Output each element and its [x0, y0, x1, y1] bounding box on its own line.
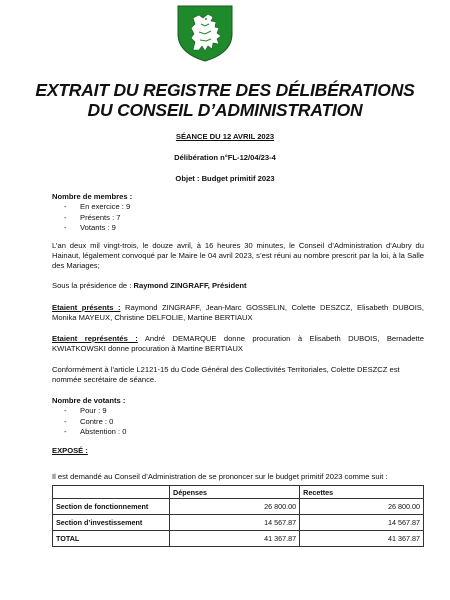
- representes-text: André DEMARQUE donne procuration à Elisabeth DUBOIS, Bernadette KWIATKOWSKI donne procuration à Martine BERTIAUX: [52, 334, 424, 353]
- coat-of-arms-shield-icon: [175, 4, 235, 62]
- presents-paragraph: [52, 303, 424, 323]
- table-header-row: [53, 486, 424, 499]
- votants-list: [64, 406, 126, 438]
- intro-paragraph: L’an deux mil vingt-trois, le douze avril, à 16 heures 30 minutes, le Conseil d’Administration d’Aubry du Hainaut, légalement convoqué par le Maire le 04 avril 2023, s’est réuni au nombre prescrit par la loi, à la Salle des Mariages;: [52, 241, 424, 270]
- table-header-recettes: Recettes: [300, 486, 424, 499]
- membres-list: [64, 202, 130, 234]
- row-label: TOTAL: [53, 531, 170, 547]
- budget-table: [52, 485, 424, 547]
- conformement-paragraph: Conformément à l’article L2121-15 du Code Général des Collectivités Territoriales, Colette DESZCZ est nommée secrétaire de séance.: [52, 365, 400, 384]
- table-row: [53, 531, 424, 547]
- membres-heading: Nombre de membres :: [52, 192, 133, 201]
- list-item: - En exercice : 9: [64, 202, 130, 213]
- list-item: - Pour : 9: [64, 406, 126, 417]
- expose-heading: EXPOSÉ :: [52, 446, 88, 455]
- table-header-depenses: Dépenses: [170, 486, 300, 499]
- representes-label: Etaient représentés :: [52, 334, 138, 343]
- objet-line: Objet : Budget primitif 2023: [175, 174, 275, 183]
- cell-recettes: 41 367.87: [300, 531, 424, 547]
- document-title-line1: EXTRAIT DU REGISTRE DES DÉLIBÉRATIONS: [35, 80, 415, 100]
- cell-recettes: 26 800.00: [300, 499, 424, 515]
- table-row: [53, 499, 424, 515]
- votants-heading: Nombre de votants :: [52, 396, 126, 405]
- list-item: - Votants : 9: [64, 223, 130, 234]
- row-label: Section de fonctionnement: [53, 499, 170, 515]
- representes-paragraph: [52, 334, 424, 354]
- cell-depenses: 26 800.00: [170, 499, 300, 515]
- list-item: - Contre : 0: [64, 417, 126, 428]
- deliberation-number: Délibération n°FL-12/04/23-4: [174, 153, 276, 162]
- cell-depenses: 14 567.87: [170, 515, 300, 531]
- list-item: - Présents : 7: [64, 213, 130, 224]
- cell-recettes: 14 567.87: [300, 515, 424, 531]
- president-name: Raymond ZINGRAFF, Président: [133, 281, 247, 290]
- document-title-line2: DU CONSEIL D’ADMINISTRATION: [87, 100, 363, 120]
- presents-label: Etaient présents :: [52, 303, 121, 312]
- presidence-line: [52, 281, 424, 291]
- cell-depenses: 41 367.87: [170, 531, 300, 547]
- list-item: - Abstention : 0: [64, 427, 126, 438]
- seance-date: SÉANCE DU 12 AVRIL 2023: [175, 132, 275, 141]
- demande-paragraph: Il est demandé au Conseil d’Administration de se prononcer sur le budget primitif 2023 comme suit :: [52, 472, 388, 481]
- presents-text: Raymond ZINGRAFF, Jean-Marc GOSSELIN, Colette DESZCZ, Elisabeth DUBOIS, Monika MAYEUX, Christine DELFOLIE, Martine BERTIAUX: [52, 303, 424, 322]
- table-header-cell: [53, 486, 170, 499]
- table-row: [53, 515, 424, 531]
- presidence-prefix: Sous la présidence de :: [52, 281, 134, 290]
- row-label: Section d’investissement: [53, 515, 170, 531]
